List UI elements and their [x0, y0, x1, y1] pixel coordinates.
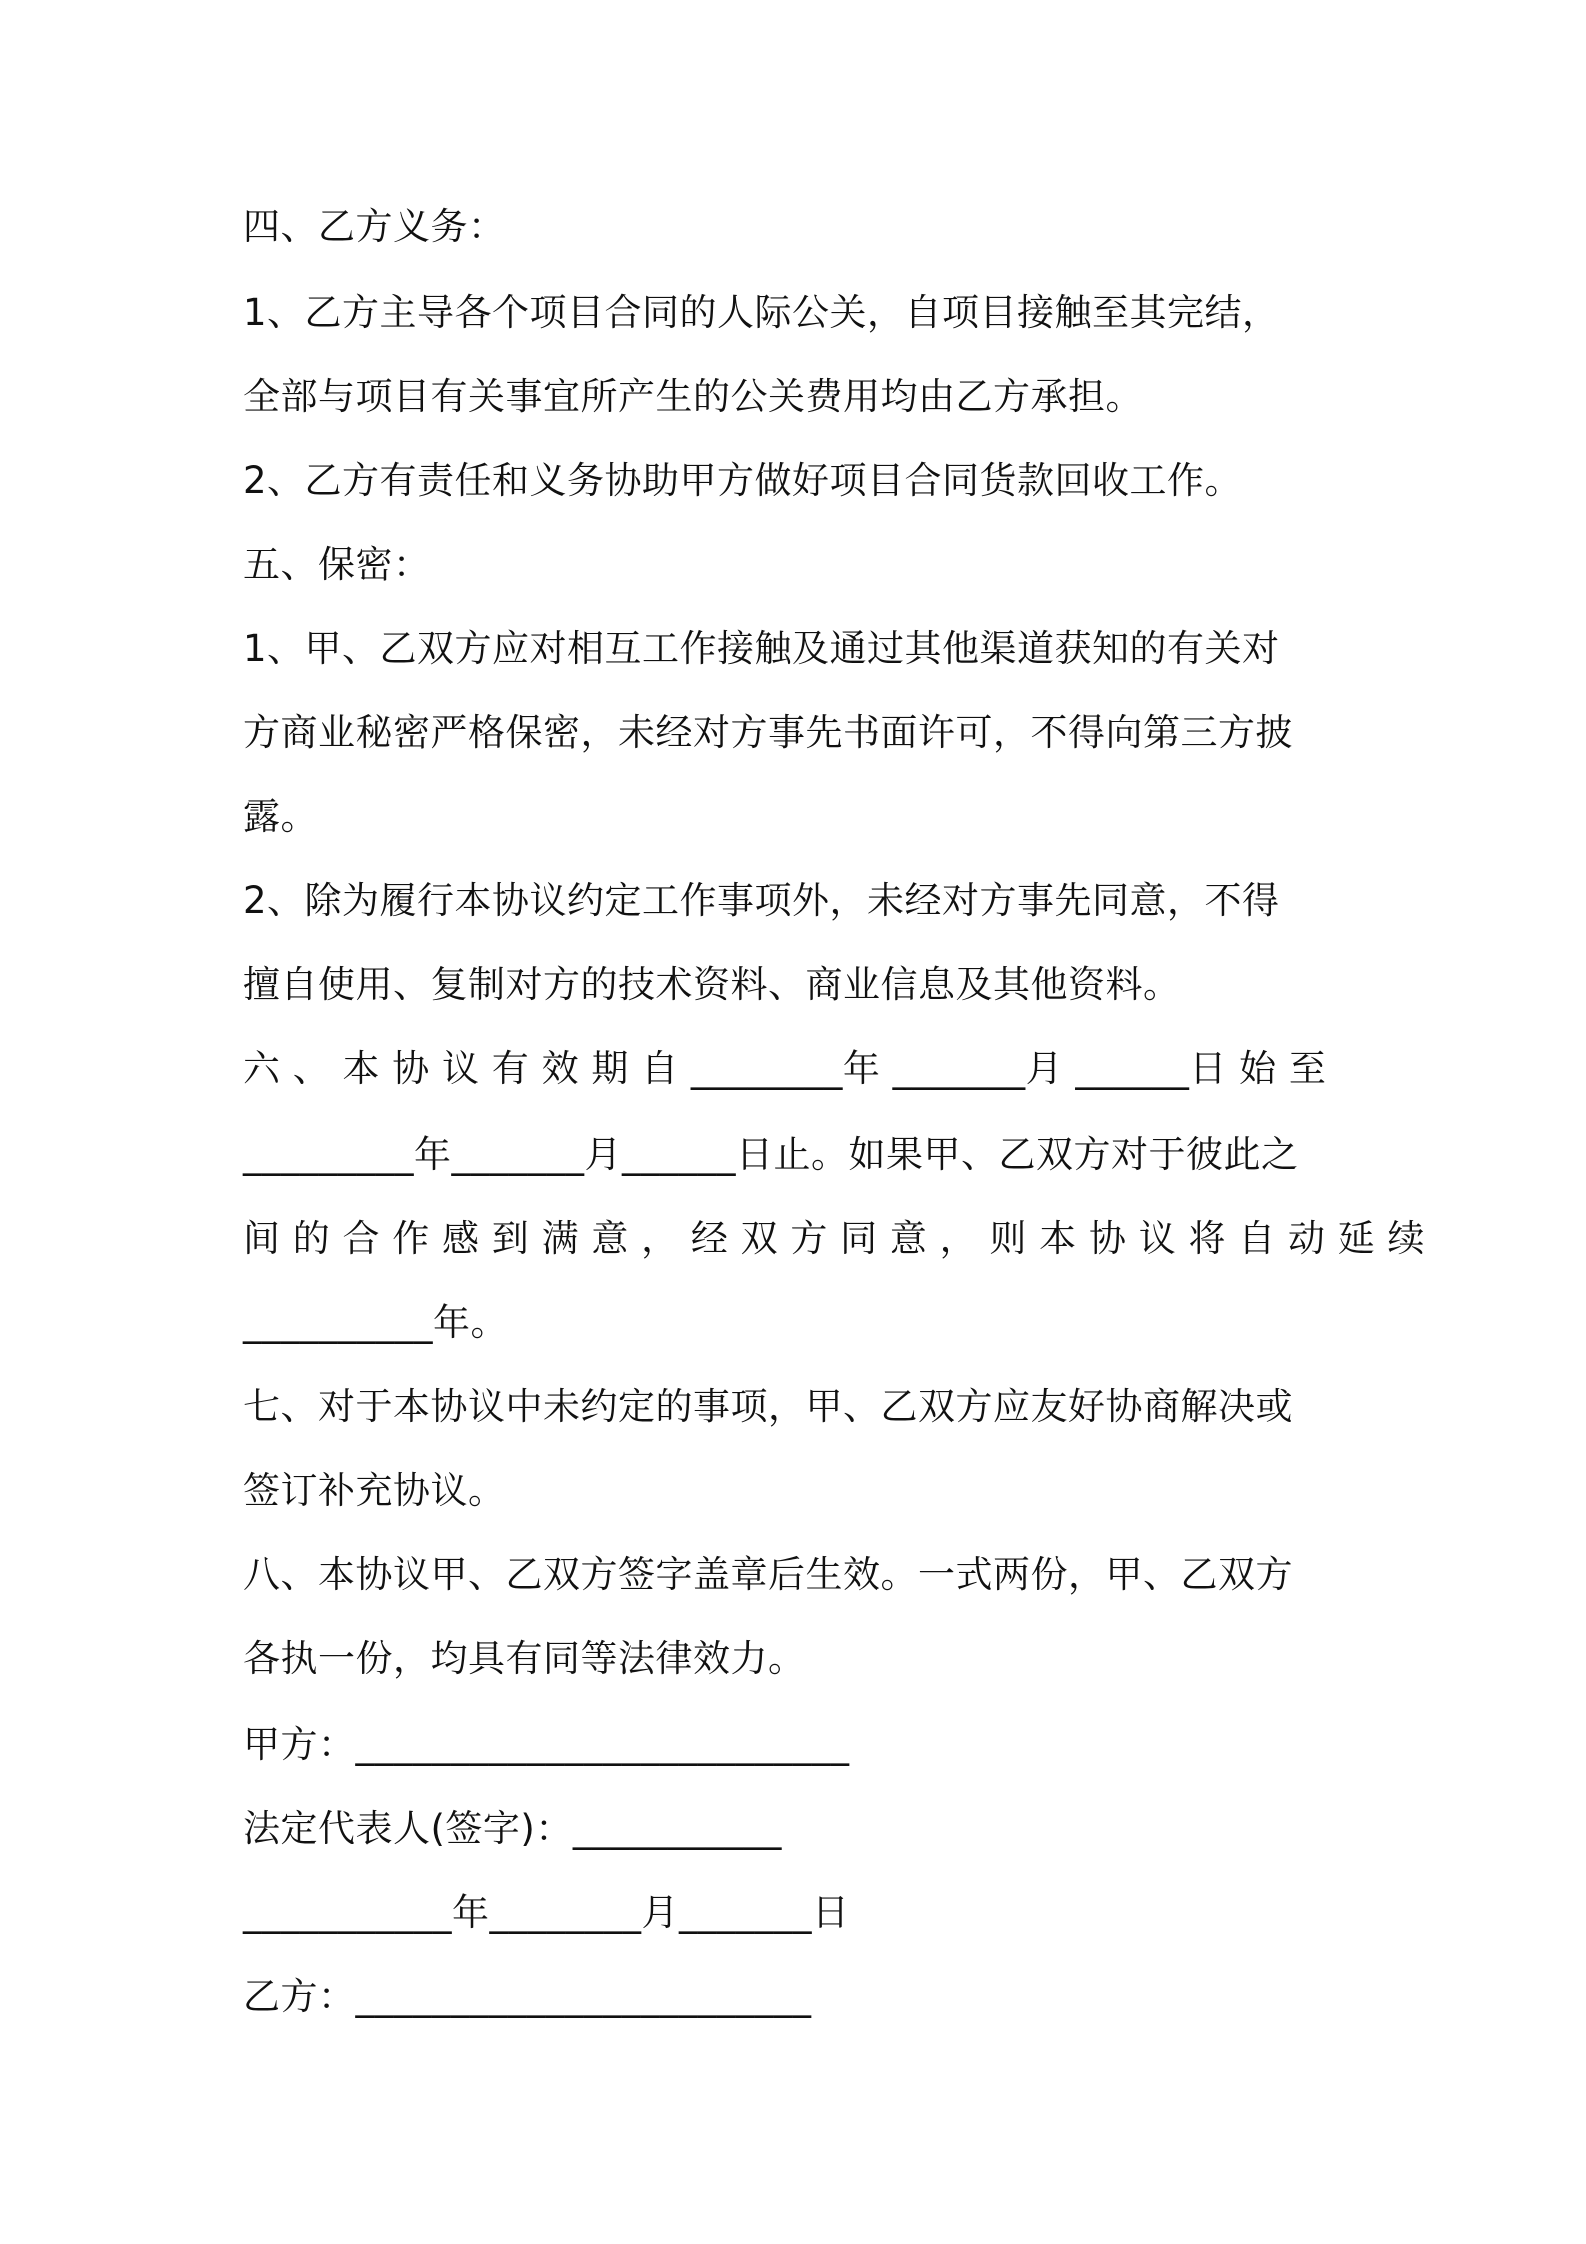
paragraph-line: 1、乙方主导各个项目合同的人际公关，自项目接触至其完结， — [243, 291, 1280, 334]
paragraph-line: 方商业秘密严格保密，未经对方事先书面许可，不得向第三方披 — [243, 711, 1293, 754]
validity-period-line: 六 、 本 协 议 有 效 期 自 ________年 _______月 ______日 始 至 — [243, 1047, 1327, 1090]
paragraph-line: 露。 — [243, 795, 318, 838]
section-heading-party-b-obligations: 四、乙方义务： — [243, 205, 506, 248]
paragraph-line: 全部与项目有关事宜所产生的公关费用均由乙方承担。 — [243, 375, 1143, 418]
party-b-signature-line: 乙方：________________________ — [243, 1975, 812, 2018]
paragraph-line: 间 的 合 作 感 到 满 意 ， 经 双 方 同 意 ， 则 本 协 议 将 自 动 延 续 — [243, 1217, 1426, 1260]
party-a-signature-line: 甲方：__________________________ — [243, 1723, 850, 1766]
paragraph-line: 擅自使用、复制对方的技术资料、商业信息及其他资料。 — [243, 963, 1181, 1006]
paragraph-line: 各执一份，均具有同等法律效力。 — [243, 1637, 806, 1680]
paragraph-line: 2、乙方有责任和义务协助甲方做好项目合同货款回收工作。 — [243, 459, 1243, 502]
paragraph-line: 七、对于本协议中未约定的事项，甲、乙双方应友好协商解决或 — [243, 1385, 1293, 1428]
paragraph-line: 签订补充协议。 — [243, 1469, 506, 1512]
legal-representative-signature-line: 法定代表人(签字)：___________ — [243, 1807, 782, 1850]
paragraph-line: 1、甲、乙双方应对相互工作接触及通过其他渠道获知的有关对 — [243, 627, 1280, 670]
paragraph-line: 2、除为履行本协议约定工作事项外，未经对方事先同意，不得 — [243, 879, 1280, 922]
signature-date-line: ___________年________月_______日 — [243, 1891, 850, 1934]
validity-period-line: _________年_______月______日止。如果甲、乙双方对于彼此之 — [243, 1133, 1299, 1176]
paragraph-line: 八、本协议甲、乙双方签字盖章后生效。一式两份，甲、乙双方 — [243, 1553, 1293, 1596]
section-heading-confidentiality: 五、保密： — [243, 543, 431, 586]
paragraph-line: __________年。 — [243, 1301, 508, 1344]
